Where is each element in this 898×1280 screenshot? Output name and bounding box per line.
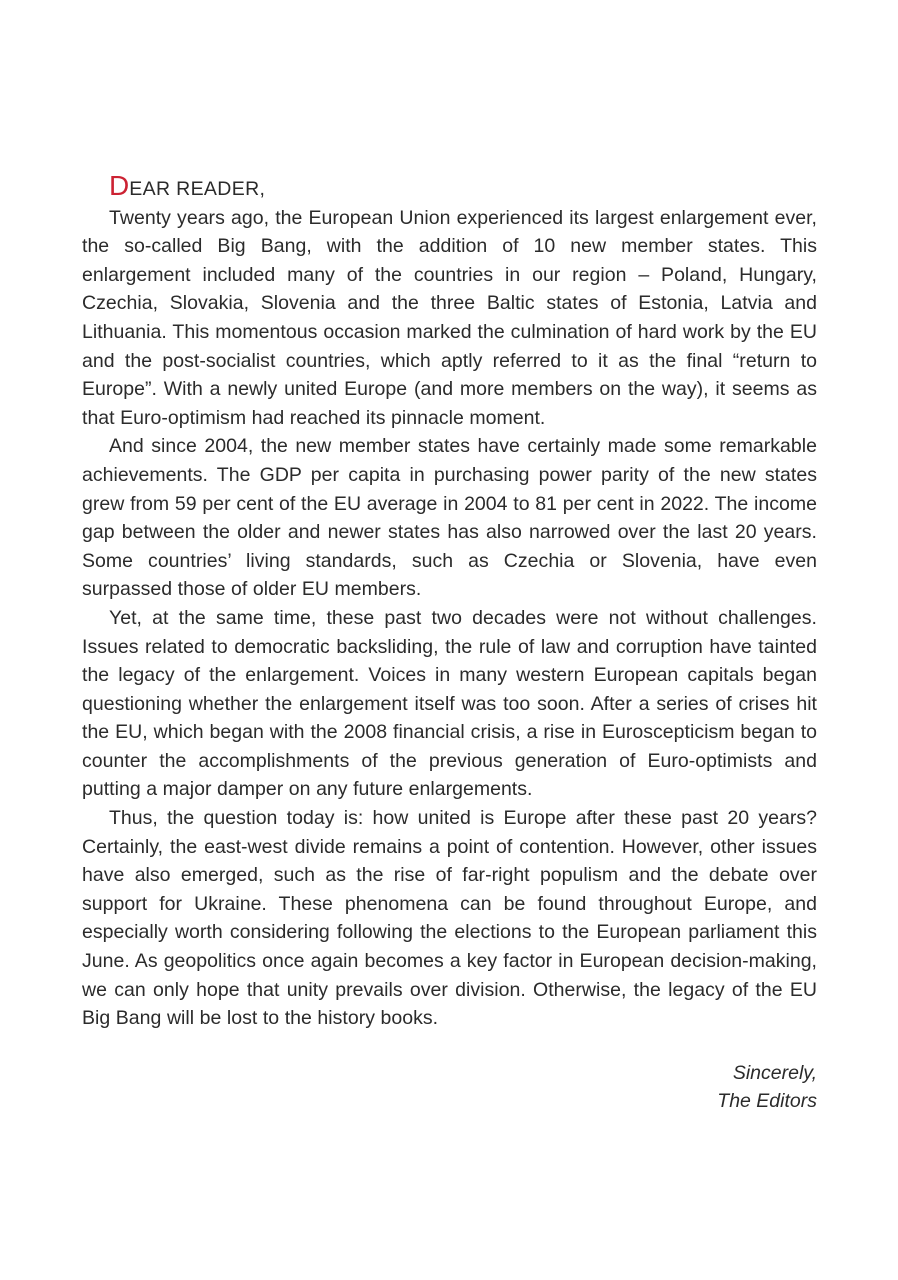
signature-author: The Editors [717, 1090, 817, 1113]
drop-cap-letter: D [109, 170, 130, 201]
salutation [82, 172, 817, 204]
signature-closing: Sincerely, [732, 1061, 817, 1084]
paragraph-1: Twenty years ago, the European Union experienced its largest enlargement ever, the so-called Big Bang, with the addition of 10 new member states. This enlargement included many of the countries in our region – Poland, Hungary, Czechia, Slovakia, Slovenia and the three Baltic states of Estonia, Latvia and Lithuania. This momentous occasion marked the culmination of hard work by the EU and the post-socialist countries, which aptly referred to it as the final “return to Europe”. With a newly united Europe (and more members on the way), it seems as that Euro-optimism had reached its pinnacle moment. [82, 206, 817, 429]
paragraph-4: Thus, the question today is: how united is Europe after these past 20 years? Certainly, the east-west divide remains a point of contention. However, other issues have also emerged, such as the rise of far-right populism and the debate over support for Ukraine. These phenomena can be found throughout Europe, and especially worth considering following the elections to the European parliament this June. As geopolitics once again becomes a key factor in European decision-making, we can only hope that unity prevails over division. Otherwise, the legacy of the EU Big Bang will be lost to the history books. [82, 807, 817, 1030]
paragraph-2: And since 2004, the new member states have certainly made some remarkable achievements. The GDP per capita in purchasing power parity of the new states grew from 59 per cent of the EU average in 2004 to 81 per cent in 2022. The income gap between the older and newer states has also narrowed over the last 20 years. Some countries’ living standards, such as Czechia or Slovenia, have even surpassed those of older EU members. [82, 435, 817, 601]
salutation-text: EAR READER, [129, 178, 266, 200]
letter-body [82, 172, 817, 1116]
paragraph-3: Yet, at the same time, these past two decades were not without challenges. Issues related to democratic backsliding, the rule of law and corruption have tainted the legacy of the enlargement. Voices in many western European capitals began questioning whether the enlargement itself was too soon. After a series of crises hit the EU, which began with the 2008 financial crisis, a rise in Euroscepticism began to counter the accomplishments of the previous generation of Euro-optimists and putting a major damper on any future enlargements. [82, 606, 817, 801]
signature-block [82, 1059, 817, 1116]
